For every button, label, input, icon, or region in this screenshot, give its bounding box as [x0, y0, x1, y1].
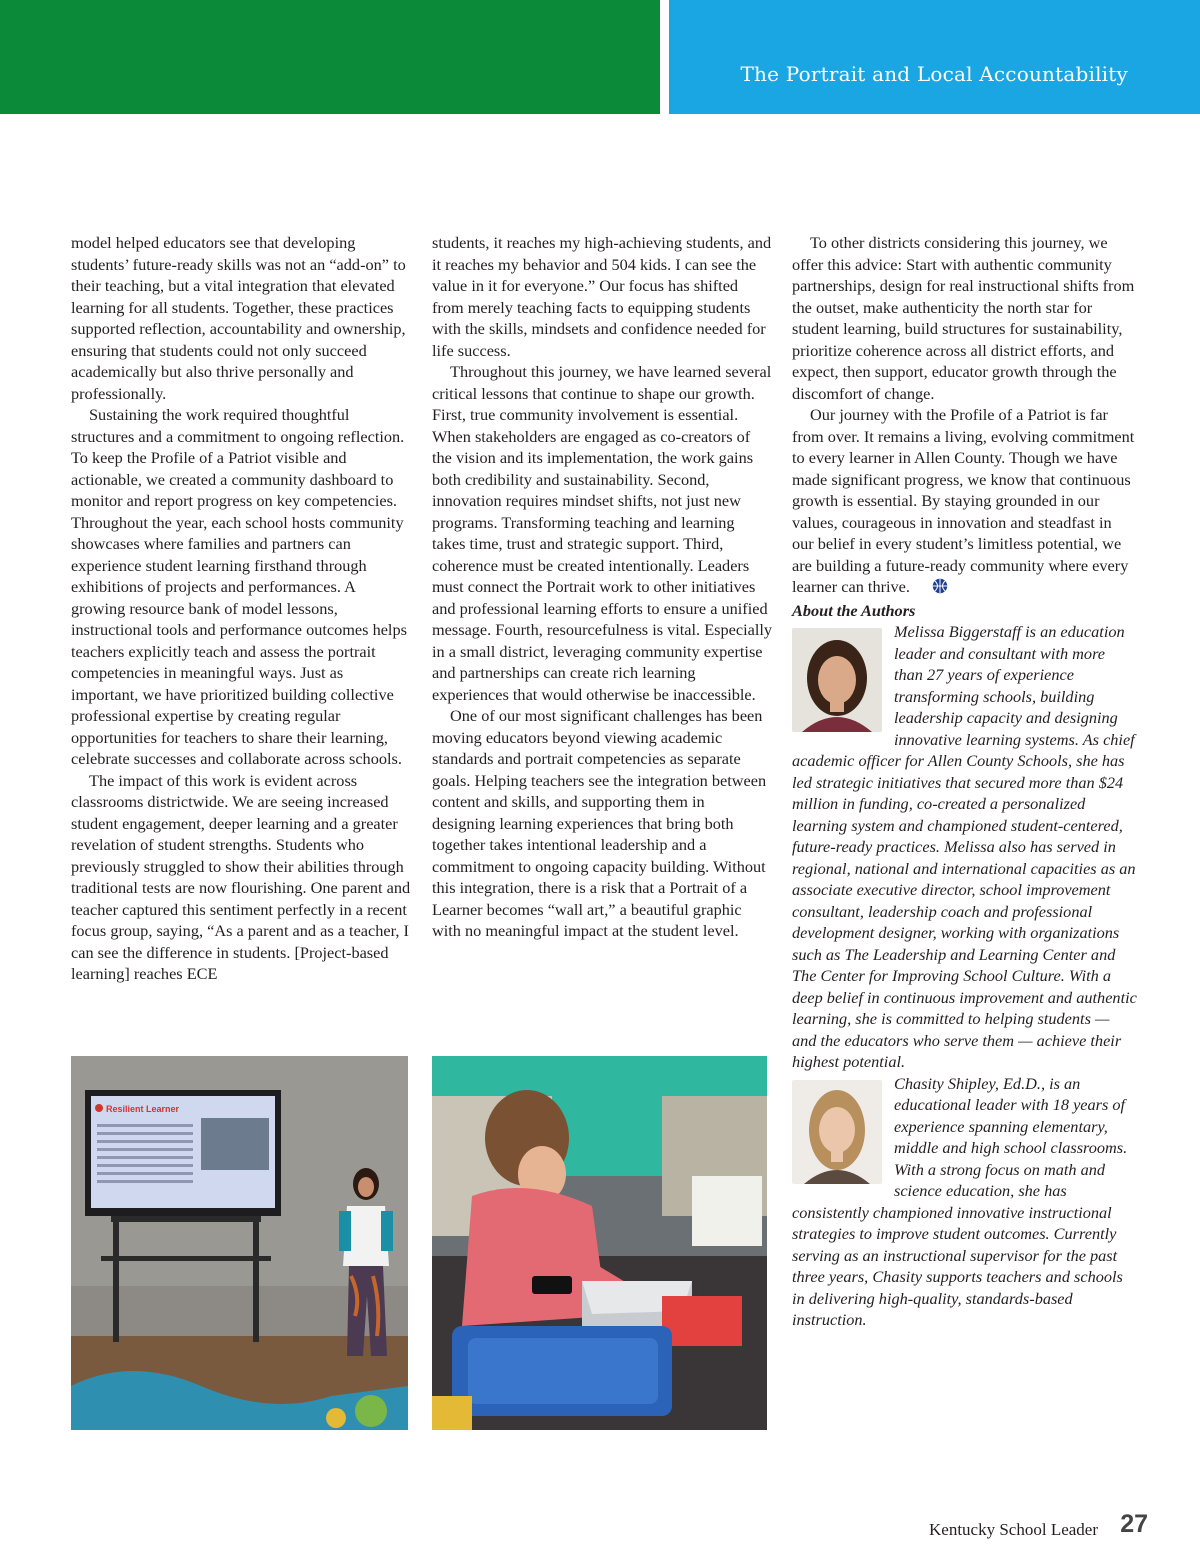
article-column-1 [71, 232, 411, 985]
paragraph: One of our most significant challenges has been moving educators beyond viewing academic standards and portrait competencies as separate goals. Helping teachers see the integration between content and skills, and supporting them in designing learning experiences that bring both together takes intentional leadership and a commitment to ongoing capacity building. Without this integration, there is a risk that a Portrait of a Learner becomes “wall art,” a beautiful graphic with no meaningful impact at the student level. [432, 706, 767, 940]
paragraph: Throughout this journey, we have learned several critical lessons that continue to shape our growth. First, true community involvement is essential. When stakeholders are engaged as co-creators of the vision and its implementation, the work gains both credibility and sustainability. Second, innovation requires mindset shifts, not just new programs. Transforming teaching and learning takes time, trust and strategic support. Third, coherence must be created intentionally. Leaders must connect the Portrait work to other initiatives and professional learning efforts to ensure a unified message. Fourth, resourcefulness is vital. Especially in a small district, leveraging community expertise and partnerships can create rich learning experiences that would otherwise be inaccessible. [432, 362, 773, 704]
section-title: The Portrait and Local Accountability [740, 62, 1128, 86]
paragraph-text: Our journey with the Profile of a Patriot is far from over. It remains a living, evolving commitment to every learner in Allen County. Though we have made significant progress, we know that continuous growth is essential. By staying grounded in our values, courageous in innovation and steadfast in our belief in every student’s limitless potential, we are building a future-ready community where every learner can thrive. [792, 405, 1135, 596]
author-portrait-shipley [792, 1080, 882, 1184]
author-bio-text: Melissa Biggerstaff is an education leader and consultant with more than 27 years of experience transforming schools, building leadership capacity and designing innovative learning systems. As chief academic officer for Allen County Schools, she has led strategic initiatives that secured more than $24 million in funding, co-created a personalized learning system and championed student-centered, future-ready practices. Melissa also has served in regional, national and international capacities as an associate executive director, school improvement consultant, leadership coach and professional development designer, working with organizations such as The Leadership and Learning Center and The Center for Improving School Culture. With a deep belief in continuous improvement and authentic learning, she is committed to helping students — and the educators who serve them — achieve their highest potential. [792, 622, 1137, 1071]
author-portrait-biggerstaff [792, 628, 882, 732]
paragraph: students, it reaches my high-achieving students, and it reaches my behavior and 504 kids. I can see the value in it for everyone.” Our focus has shifted from merely teaching facts to equipping students with the skills, mindsets and confidence needed for life success. [432, 233, 772, 360]
author-bio-biggerstaff [792, 621, 1137, 1073]
closing-paragraph [792, 404, 1137, 600]
photo-student-presentation [71, 1056, 408, 1430]
paragraph: Sustaining the work required thoughtful structures and a commitment to ongoing reflection. To keep the Profile of a Patriot visible and actionable, we created a community dashboard to monitor and report progress on key competencies. Throughout the year, each school hosts community showcases where families and partners can experience student learning firsthand through exhibitions of projects and performances. A growing resource bank of model lessons, instructional tools and performance outcomes helps teachers explicitly teach and assess the portrait competencies in meaningful ways. Just as important, we have prioritized building collective professional expertise by creating regular opportunities for teachers to share their learning, celebrate successes and collaborate across schools. [71, 405, 407, 768]
authors-heading: About the Authors [792, 600, 916, 620]
header-band-blue [669, 0, 1200, 114]
paragraph: To other districts considering this journey, we offer this advice: Start with authentic community partnerships, design for real instructional shifts from the outset, make authenticity the north star for student learning, build structures for sustainability, prioritize coherence across all district efforts, and expect, then support, educator growth through the discomfort of change. [792, 233, 1135, 403]
publication-name: Kentucky School Leader [929, 1520, 1098, 1539]
article-column-2 [432, 232, 772, 942]
header-band-green [0, 0, 660, 114]
paragraph: model helped educators see that developing students’ future-ready skills was not an “add-on” to their teaching, but a vital integration that elevated learning for all students. Together, these practices supported reflection, accountability and ownership, ensuring that students could not only succeed academically but also thrive personally and professionally. [71, 233, 406, 403]
author-bio-shipley [792, 1073, 1137, 1331]
page-number: 27 [1120, 1510, 1148, 1538]
author-bio-text: Chasity Shipley, Ed.D., is an educational leader with 18 years of experience spanning elementary, middle and high school classrooms. With a strong focus on math and science education, she has consistently championed innovative instructional strategies to improve student outcomes. Currently serving as an instructional supervisor for the past three years, Chasity supports teachers and schools in delivering high-quality, standards-based instruction. [792, 1073, 1128, 1329]
article-column-3 [792, 232, 1137, 1331]
paragraph: The impact of this work is evident across classrooms districtwide. We are seeing increased student engagement, deeper learning and a greater revelation of student strengths. Students who previously struggled to show their abilities through traditional tests are now flourishing. One parent and teacher captured this sentiment perfectly in a recent focus group, saying, “As a parent and as a teacher, I can see the difference in students. [Project-based learning] reaches ECE [71, 770, 411, 983]
slide-title: Resilient Learner [106, 1104, 180, 1114]
photo-student-lab-work [432, 1056, 767, 1430]
basketball-end-icon [914, 578, 948, 600]
